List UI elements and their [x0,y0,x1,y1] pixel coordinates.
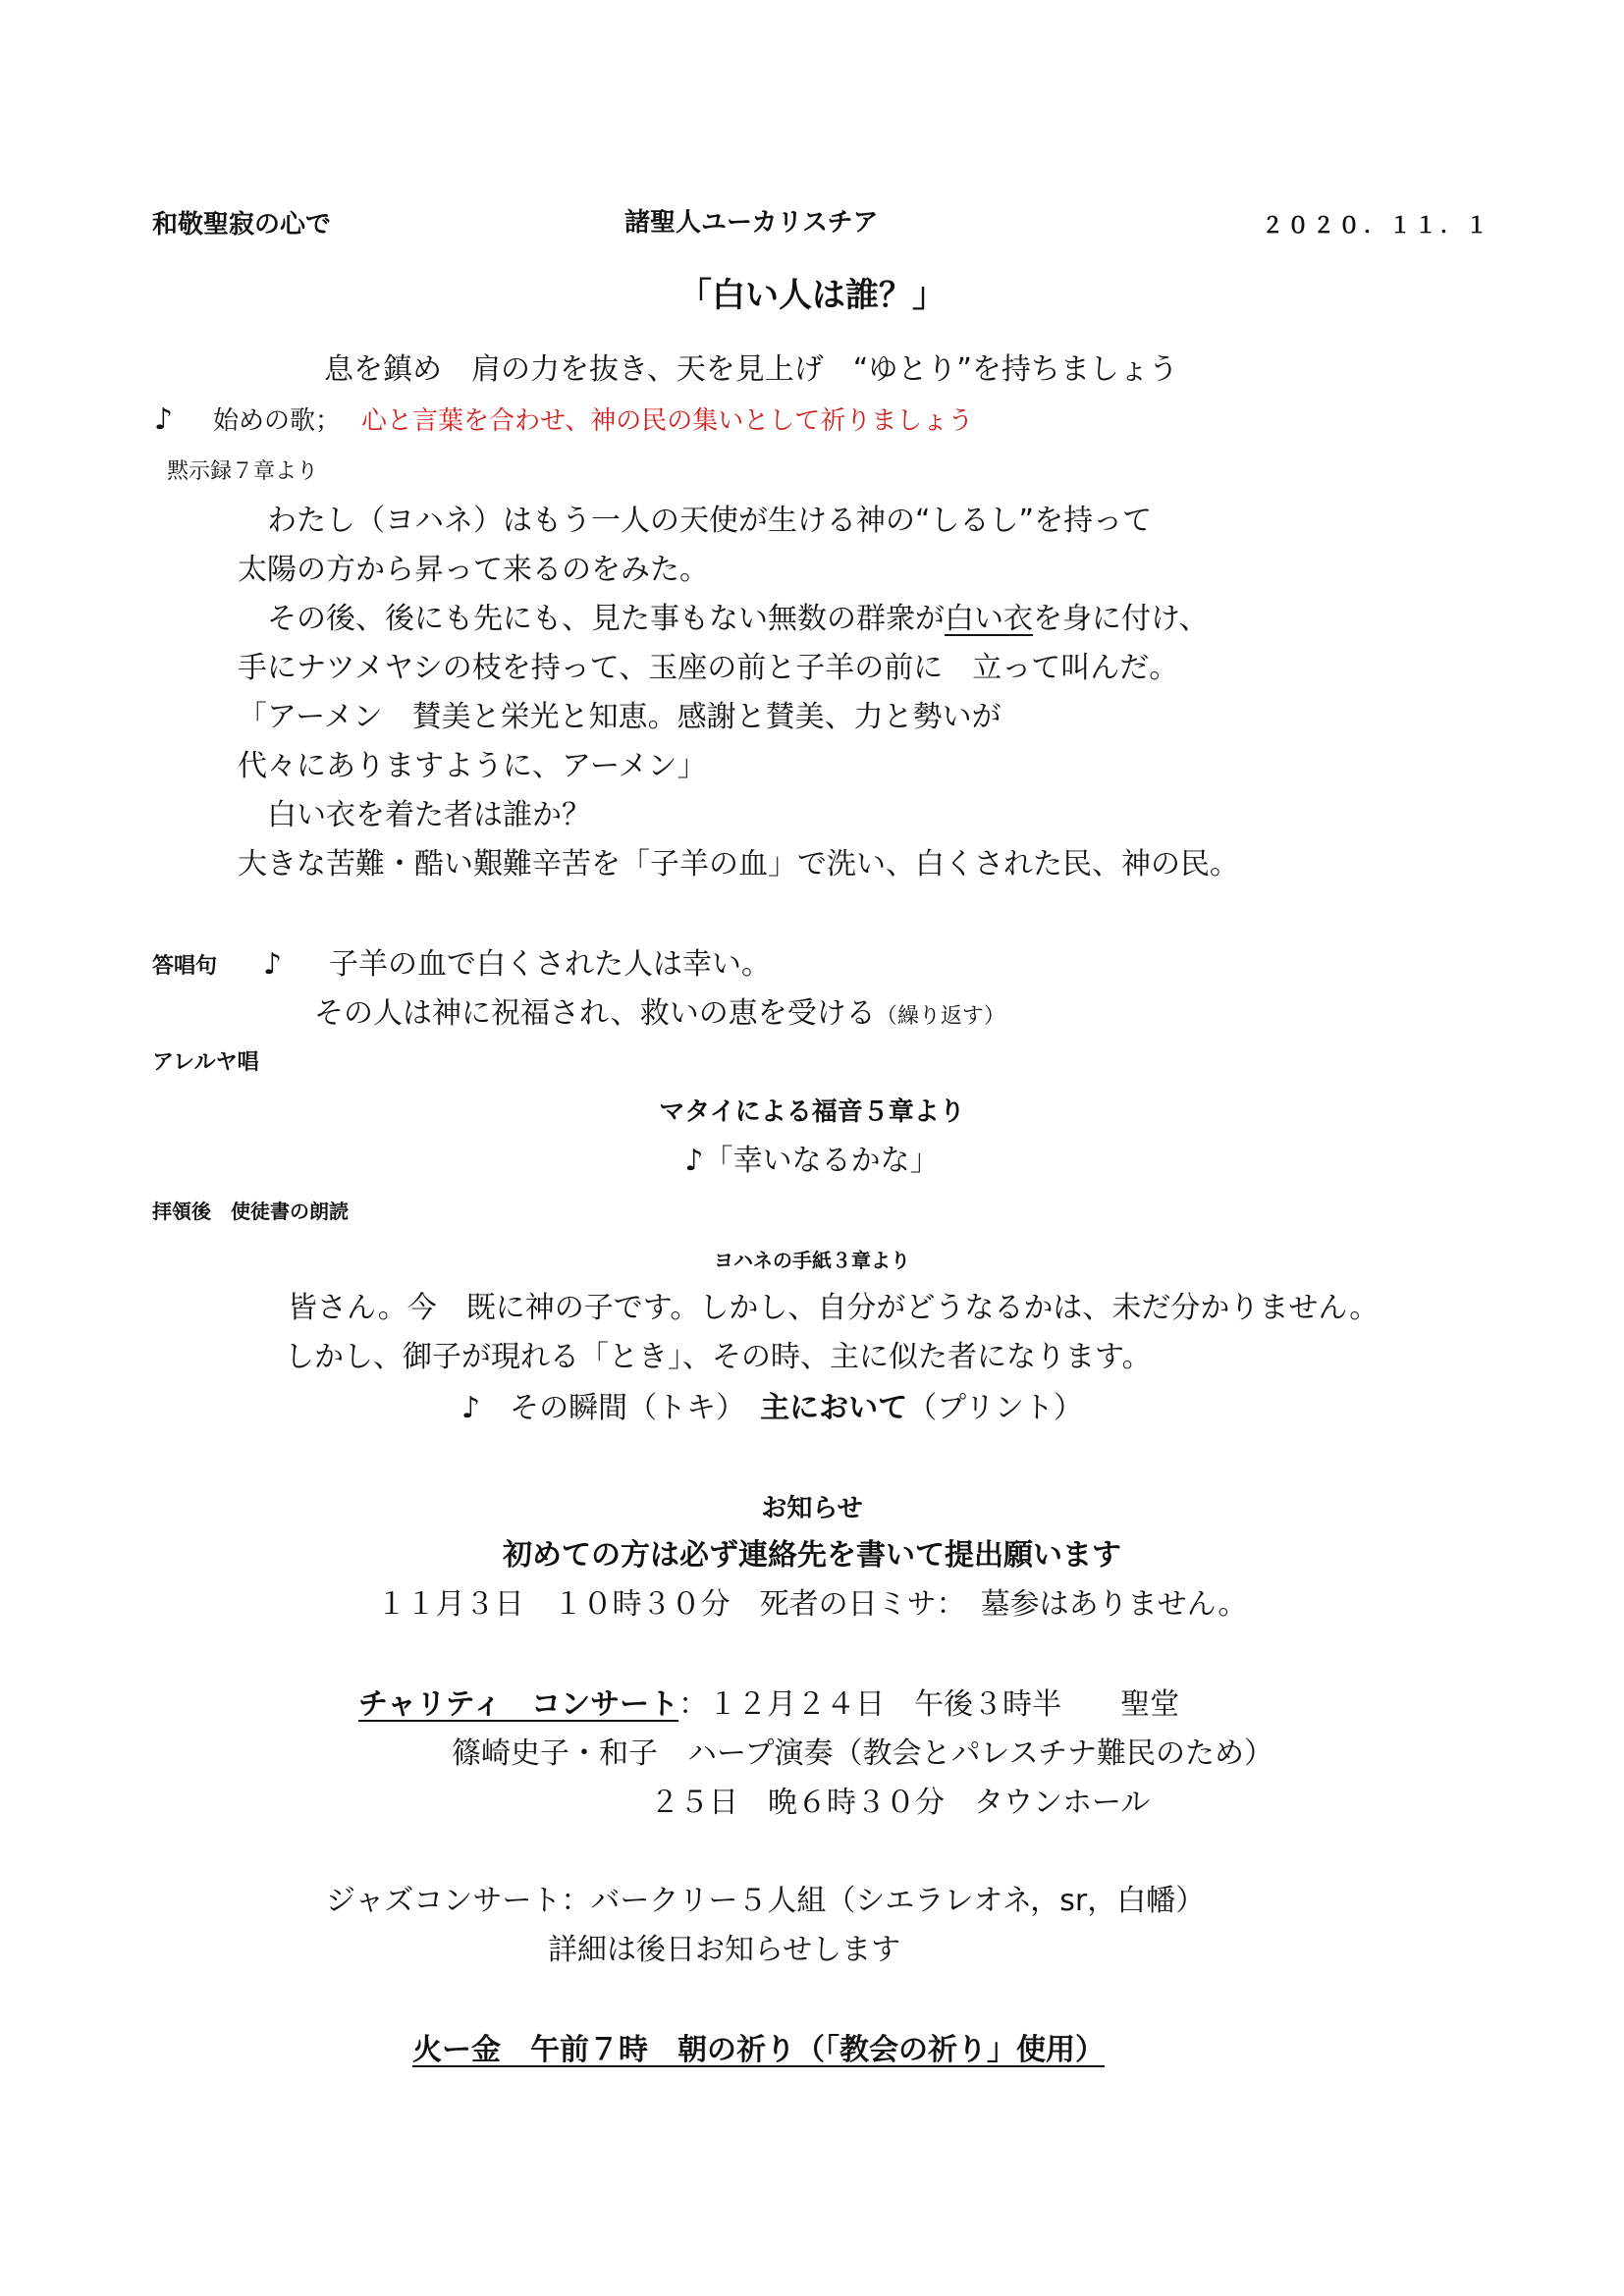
reading1-line: 大きな苦難・酷い艱難辛苦を「子羊の血」で洗い、白くされた民、神の民。 [238,847,1239,881]
header-left: 和敬聖寂の心で [152,210,332,240]
reading1-line: 手にナツメヤシの枝を持って、玉座の前と子羊の前に 立って叫んだ。 [238,651,1179,685]
reading1-line: 白い衣を着た者は誰か？ [267,798,591,832]
gospel-source: マタイによる福音５章より [659,1097,965,1127]
first-timers-notice: 初めての方は必ず連絡先を書いて提出願います [503,1538,1121,1573]
opening-song-label: 始めの歌； [213,406,342,436]
reading2-line2: しかし、御子が現れる「とき」、その時、主に似た者になります。 [285,1340,1152,1374]
response-line1: 子羊の血で白くされた人は幸い。 [329,947,771,982]
reading1-source: 黙示録７章より [167,459,319,484]
repeat-note: （繰り返す） [875,1004,1005,1029]
reading1-line: わたし（ヨハネ）はもう一人の天使が生ける神の“しるし”を持って [267,504,1153,538]
reading2-source: ヨハネの手紙３章より [714,1249,910,1272]
reading2-line1: 皆さん。今 既に神の子です。しかし、自分がどうなるかは、未だ分かりません。 [288,1291,1380,1325]
notices-heading: お知らせ [761,1494,863,1523]
all-souls-notice: １１月３日 １０時３０分 死者の日ミサ： 墓参はありません。 [376,1587,1248,1622]
jazz-detail: 詳細は後日お知らせします [548,1933,901,1967]
charity-concert-line: チャリティ コンサート：１２月２４日 午後３時半 聖堂 [358,1687,1180,1722]
white-robe-emphasis: 白い衣 [945,602,1033,636]
reading1-line: 代々にありますように、アーメン」 [238,749,707,783]
header-center: 諸聖人ユーカリスチア [624,208,879,238]
charity-concert-title: チャリティ コンサート [358,1687,679,1722]
gospel-song: ♪「幸いなるかな」 [684,1144,940,1178]
charity-second-date: ２５日 晩６時３０分 タウンホール [650,1786,1151,1820]
reading1-line: 「アーメン 賛美と栄光と知恵。感謝と賛美、力と勢いが [238,700,1001,734]
jazz-concert: ジャズコンサート：バークリー５人組（シエラレオネ，sr，白幡） [326,1884,1206,1918]
charity-performers: 篠崎史子・和子 ハープ演奏（教会とパレスチナ難民のため） [452,1736,1273,1771]
reading1-line: 太陽の方から昇って来るのをみた。 [238,553,709,587]
response-line2: その人は神に祝福され、救いの恵を受ける（繰り返す） [314,996,1005,1031]
morning-prayer-notice: 火ー金 午前７時 朝の祈り（「教会の祈り」使用） [412,2033,1105,2067]
page-title: 「白い人は誰？」 [678,276,946,315]
music-note-icon: ♪ [154,402,174,437]
after-communion-label: 拝領後 使徒書の朗読 [152,1200,349,1223]
header-date: ２０２０．１１．１ [1262,214,1492,239]
response-label: 答唱句 [152,954,218,979]
alleluia-label: アレルヤ唱 [152,1050,259,1075]
intro-line: 息を鎮め 肩の力を抜き、天を見上げ “ゆとり”を持ちましょう [324,352,1178,387]
opening-song-text: 心と言葉を合わせ、神の民の集いとして祈りましょう [361,406,974,436]
reading2-song: ♪ その瞬間（トキ） 主において（プリント） [461,1391,1083,1425]
music-note-icon: ♪ [263,947,283,982]
reading1-line: その後、後にも先にも、見た事もない無数の群衆が白い衣を身に付け、 [267,602,1209,636]
